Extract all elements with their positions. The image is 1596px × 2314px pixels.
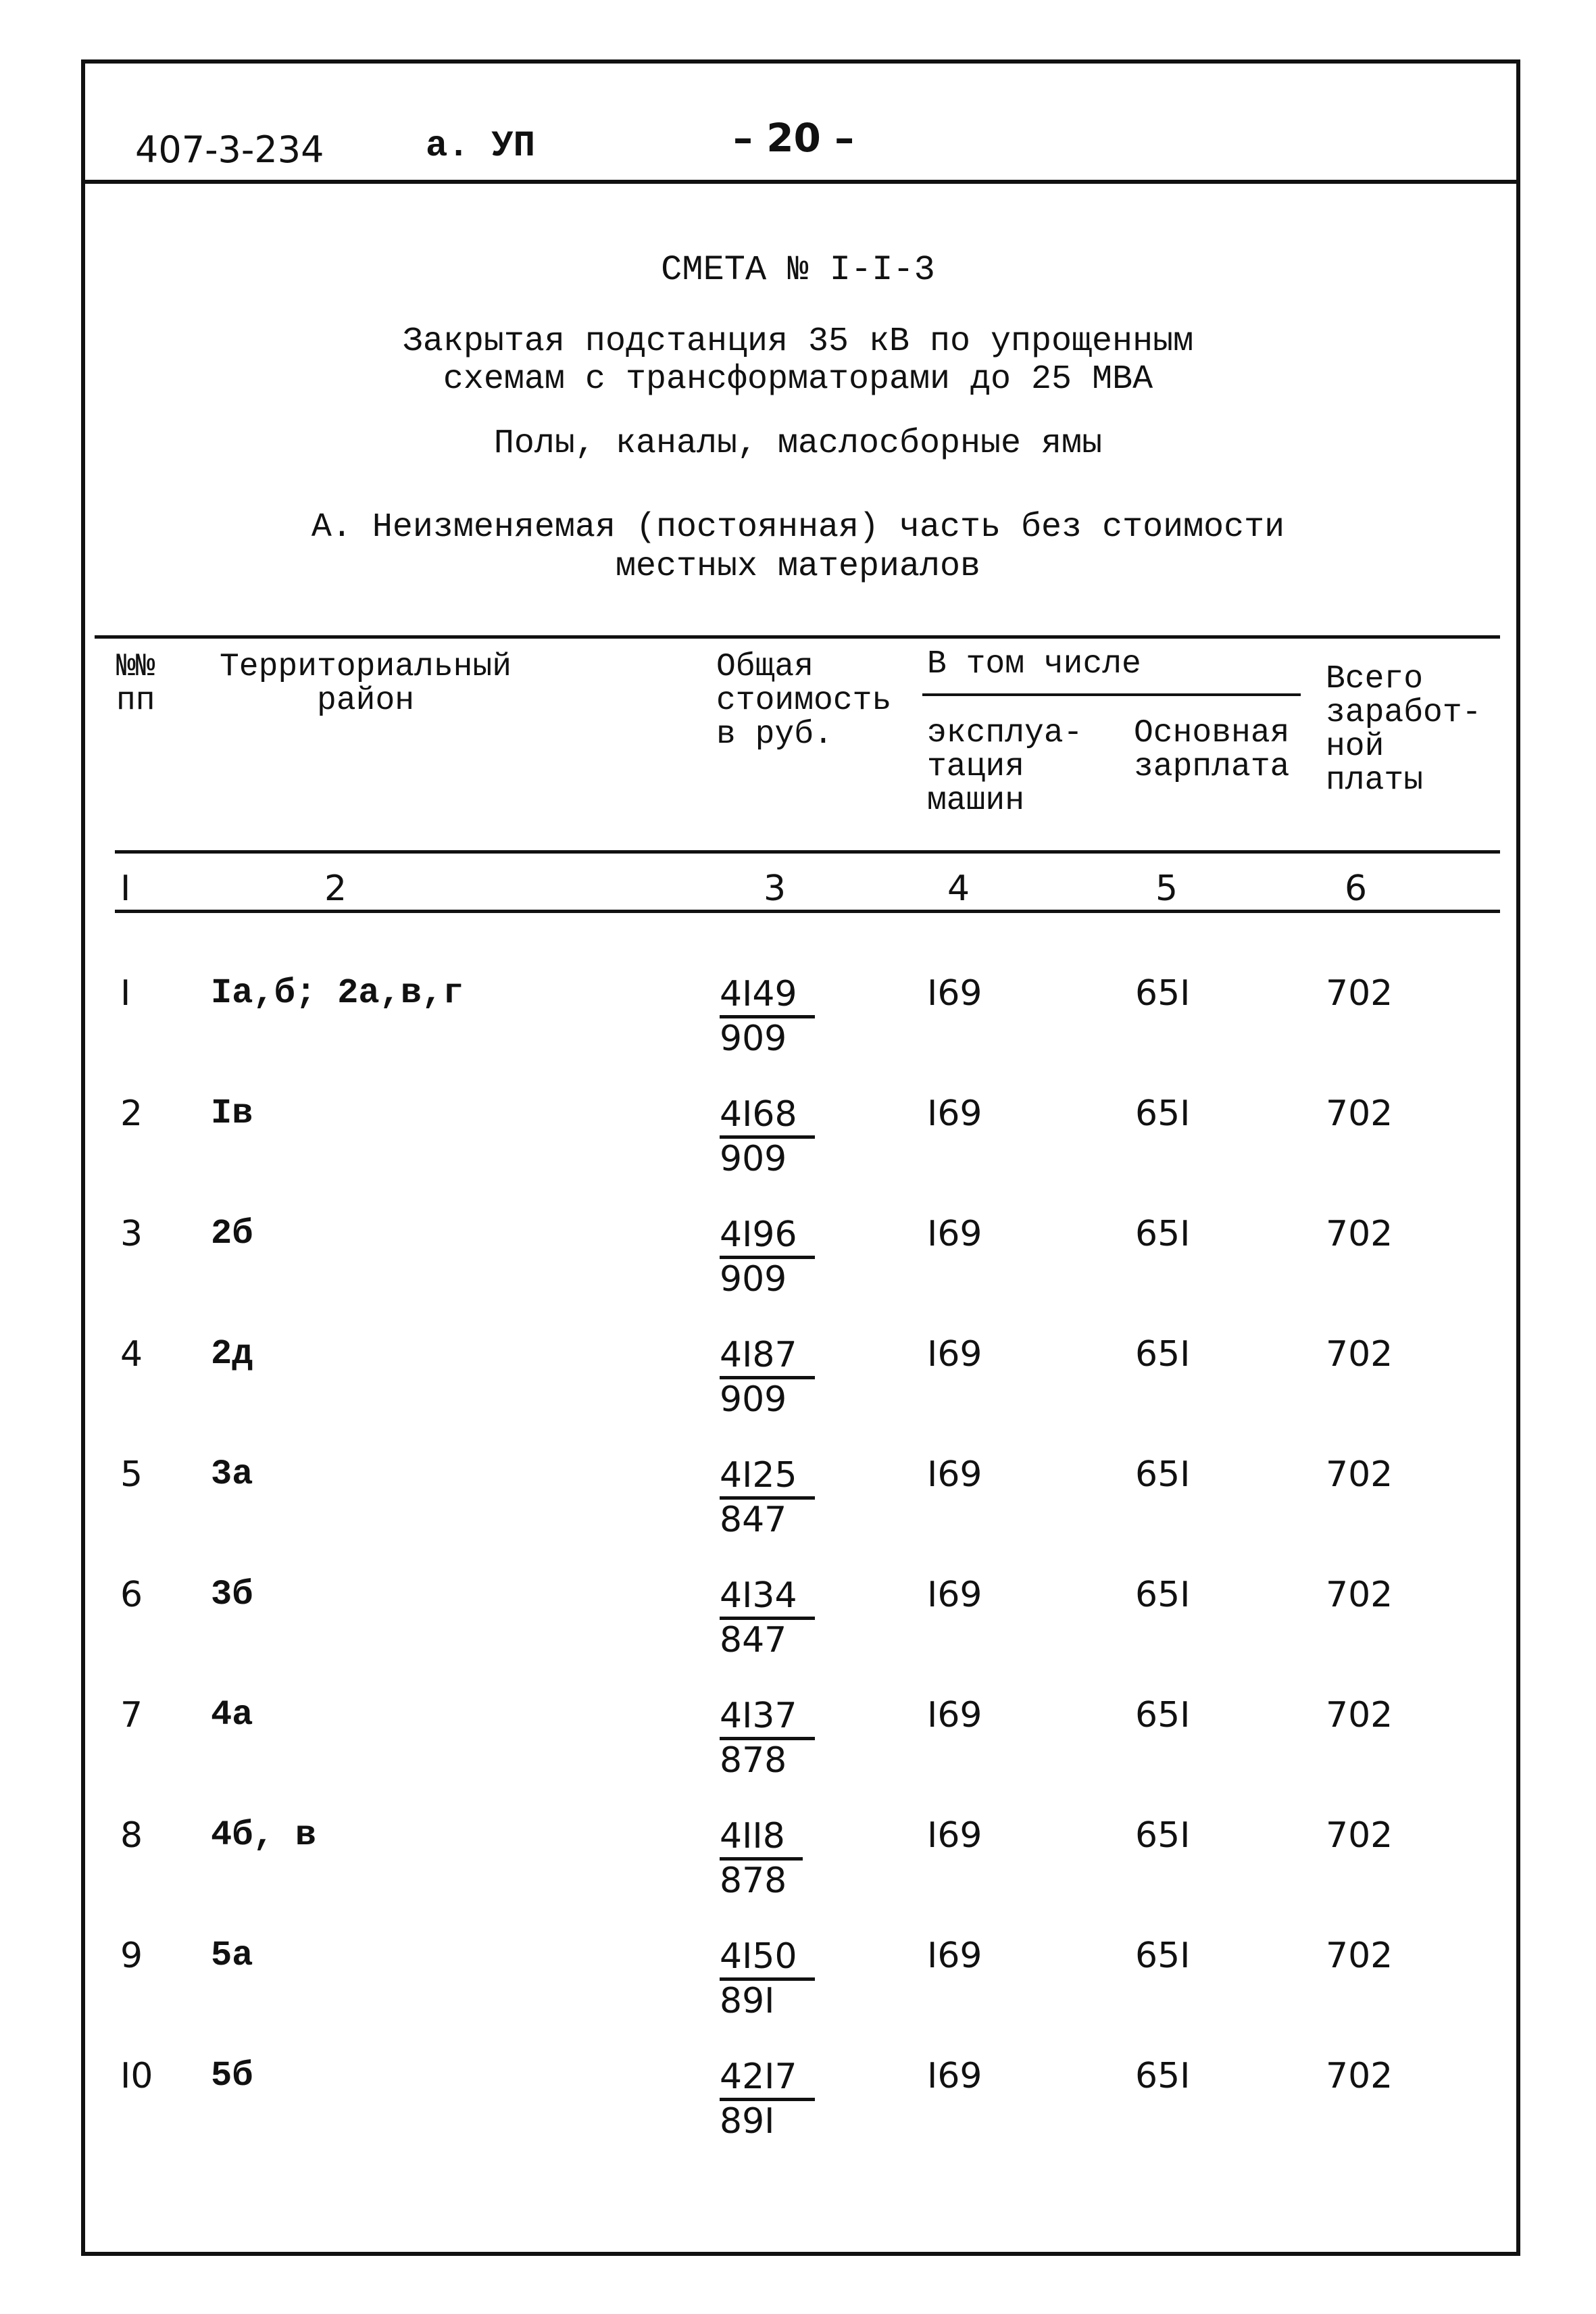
row-total-wage: 702 [1326, 1575, 1393, 1615]
column-number: 5 [1155, 868, 1178, 909]
row-region: 2б [211, 1214, 253, 1254]
table-top-rule [95, 635, 1500, 639]
row-total-numerator: 4I87 [720, 1334, 815, 1379]
row-total-denominator: 847 [720, 1500, 787, 1540]
row-region: Iв [211, 1093, 253, 1133]
header-number: №№ пп [116, 649, 155, 719]
row-total-cost [720, 1334, 815, 1420]
part-line-1: А. Неизменяемая (постоянная) часть без стоимости [311, 508, 1285, 547]
row-salary: 65I [1135, 1575, 1191, 1615]
row-total-denominator: 878 [720, 1861, 787, 1901]
row-total-cost [720, 973, 815, 1059]
row-machines: I69 [927, 1936, 982, 1976]
row-total-wage: 702 [1326, 1454, 1393, 1495]
object-line-2: схемам с трансформаторами до 25 МВА [443, 360, 1153, 399]
row-number: 4 [120, 1334, 143, 1375]
row-total-numerator: 4I50 [720, 1936, 815, 1981]
column-numbers-rule [115, 910, 1500, 913]
row-salary: 65I [1135, 1093, 1191, 1134]
row-total-numerator: 4I68 [720, 1093, 815, 1139]
row-salary: 65I [1135, 1936, 1191, 1976]
row-number: 8 [120, 1815, 143, 1856]
row-machines: I69 [927, 1815, 982, 1856]
including-divider [922, 693, 1301, 696]
row-total-wage: 702 [1326, 2056, 1393, 2096]
row-machines: I69 [927, 1454, 982, 1495]
row-salary: 65I [1135, 2056, 1191, 2096]
header-machines: эксплуа- тация машин [927, 715, 1083, 819]
row-salary: 65I [1135, 1454, 1191, 1495]
document-part: а. УП [426, 126, 536, 167]
row-total-wage: 702 [1326, 1093, 1393, 1134]
column-number: 3 [764, 868, 787, 909]
row-total-cost [720, 2056, 815, 2142]
row-region: 3б [211, 1575, 253, 1615]
object-description [0, 323, 1596, 399]
row-total-denominator: 89I [720, 2101, 775, 2142]
row-total-cost [720, 1695, 815, 1781]
object-line-1: Закрытая подстанция 35 кВ по упрощенным [402, 322, 1194, 361]
row-total-wage: 702 [1326, 1815, 1393, 1856]
row-machines: I69 [927, 1575, 982, 1615]
row-salary: 65I [1135, 1334, 1191, 1375]
row-number: 2 [120, 1093, 143, 1134]
row-machines: I69 [927, 1093, 982, 1134]
row-total-denominator: 909 [720, 1018, 787, 1059]
row-total-wage: 702 [1326, 973, 1393, 1014]
row-machines: I69 [927, 1334, 982, 1375]
row-total-denominator: 909 [720, 1259, 787, 1300]
part-description [0, 508, 1596, 587]
header-total-wage: Всего заработ- ной платы [1326, 661, 1482, 799]
row-region: 5а [211, 1936, 253, 1975]
row-salary: 65I [1135, 1695, 1191, 1736]
row-total-cost [720, 1093, 815, 1179]
column-number: 4 [947, 868, 970, 909]
row-number: I [120, 973, 131, 1014]
row-total-wage: 702 [1326, 1214, 1393, 1254]
header-including: В том числе [927, 646, 1141, 683]
row-total-numerator: 4I37 [720, 1695, 815, 1740]
row-total-cost [720, 1214, 815, 1300]
row-machines: I69 [927, 1214, 982, 1254]
row-total-cost [720, 1454, 815, 1540]
row-total-wage: 702 [1326, 1695, 1393, 1736]
column-number: I [120, 868, 131, 909]
row-total-denominator: 847 [720, 1620, 787, 1660]
row-salary: 65I [1135, 1815, 1191, 1856]
part-line-2: местных материалов [615, 547, 981, 586]
row-total-numerator: 42I7 [720, 2056, 815, 2101]
page-number: – 20 – [733, 115, 855, 161]
row-region: 5б [211, 2056, 253, 2096]
row-total-numerator: 4I34 [720, 1575, 815, 1620]
row-region: 3а [211, 1454, 253, 1494]
column-number: 2 [324, 868, 347, 909]
row-total-numerator: 4II8 [720, 1815, 803, 1861]
row-region: 4б, в [211, 1815, 317, 1855]
row-number: 5 [120, 1454, 143, 1495]
row-number: 6 [120, 1575, 143, 1615]
works-title: Полы, каналы, маслосборные ямы [493, 424, 1103, 463]
row-total-cost [720, 1815, 803, 1901]
row-salary: 65I [1135, 973, 1191, 1014]
header-total-cost: Общая стоимость в руб. [716, 649, 892, 753]
row-total-numerator: 4I49 [720, 973, 815, 1018]
row-machines: I69 [927, 973, 982, 1014]
header-salary: Основная зарплата [1134, 715, 1290, 785]
row-number: 7 [120, 1695, 143, 1736]
row-machines: I69 [927, 2056, 982, 2096]
header-divider [81, 180, 1520, 184]
row-number: I0 [120, 2056, 153, 2096]
row-region: Iа,б; 2а,в,г [211, 973, 464, 1013]
row-salary: 65I [1135, 1214, 1191, 1254]
row-total-wage: 702 [1326, 1334, 1393, 1375]
row-total-wage: 702 [1326, 1936, 1393, 1976]
row-total-numerator: 4I96 [720, 1214, 815, 1259]
header-region: Территориальный район [220, 649, 512, 719]
row-total-denominator: 89I [720, 1981, 775, 2021]
document-code: 407-3-234 [135, 128, 324, 171]
row-total-cost [720, 1936, 815, 2021]
row-number: 3 [120, 1214, 143, 1254]
row-region: 4а [211, 1695, 253, 1735]
row-total-denominator: 909 [720, 1379, 787, 1420]
row-region: 2д [211, 1334, 253, 1374]
row-machines: I69 [927, 1695, 982, 1736]
header-bottom-rule [115, 850, 1500, 854]
row-total-numerator: 4I25 [720, 1454, 815, 1500]
row-number: 9 [120, 1936, 143, 1976]
row-total-denominator: 878 [720, 1740, 787, 1781]
row-total-cost [720, 1575, 815, 1660]
row-total-denominator: 909 [720, 1139, 787, 1179]
estimate-title: СМЕТА № I-I-3 [661, 250, 935, 290]
column-number: 6 [1345, 868, 1368, 909]
